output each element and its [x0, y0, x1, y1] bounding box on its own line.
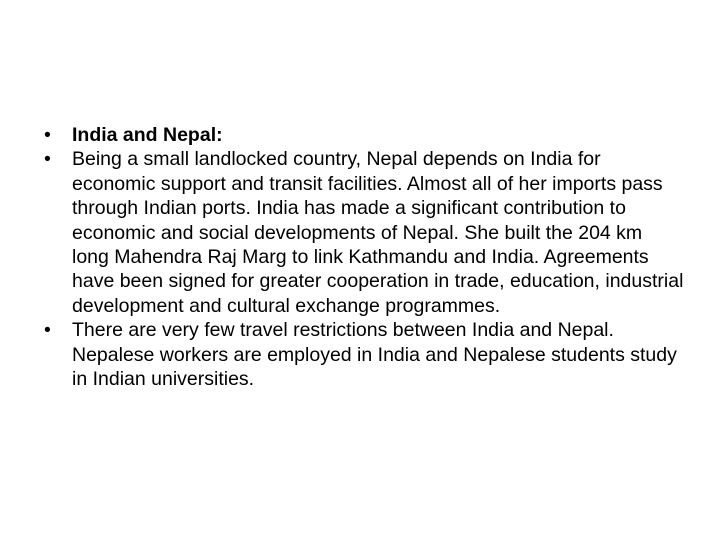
- bullet-item-dependence: [44, 147, 684, 318]
- bullet-item-heading: [44, 123, 684, 147]
- bullet-list: [44, 123, 684, 391]
- dependence-text: Being a small landlocked country, Nepal depends on India for economic support and transit facilities. Almost all of her imports pass through Indian ports. India has made a significant contribution to economic and social developments of Nepal. She built the 204 km long Mahendra Raj Marg to link Kathmandu and India. Agreements have been signed for greater cooperation in trade, education, industrial development and cultural exchange programmes.: [72, 148, 684, 317]
- travel-text: There are very few travel restrictions between India and Nepal. Nepalese workers are employed in India and Nepalese students study in Indian universities.: [72, 319, 677, 391]
- bullet-icon: •: [44, 319, 51, 342]
- bullet-item-travel: [44, 318, 684, 391]
- heading-text: India and Nepal:: [72, 124, 223, 146]
- bullet-icon: •: [44, 124, 51, 146]
- bullet-icon: •: [44, 148, 51, 171]
